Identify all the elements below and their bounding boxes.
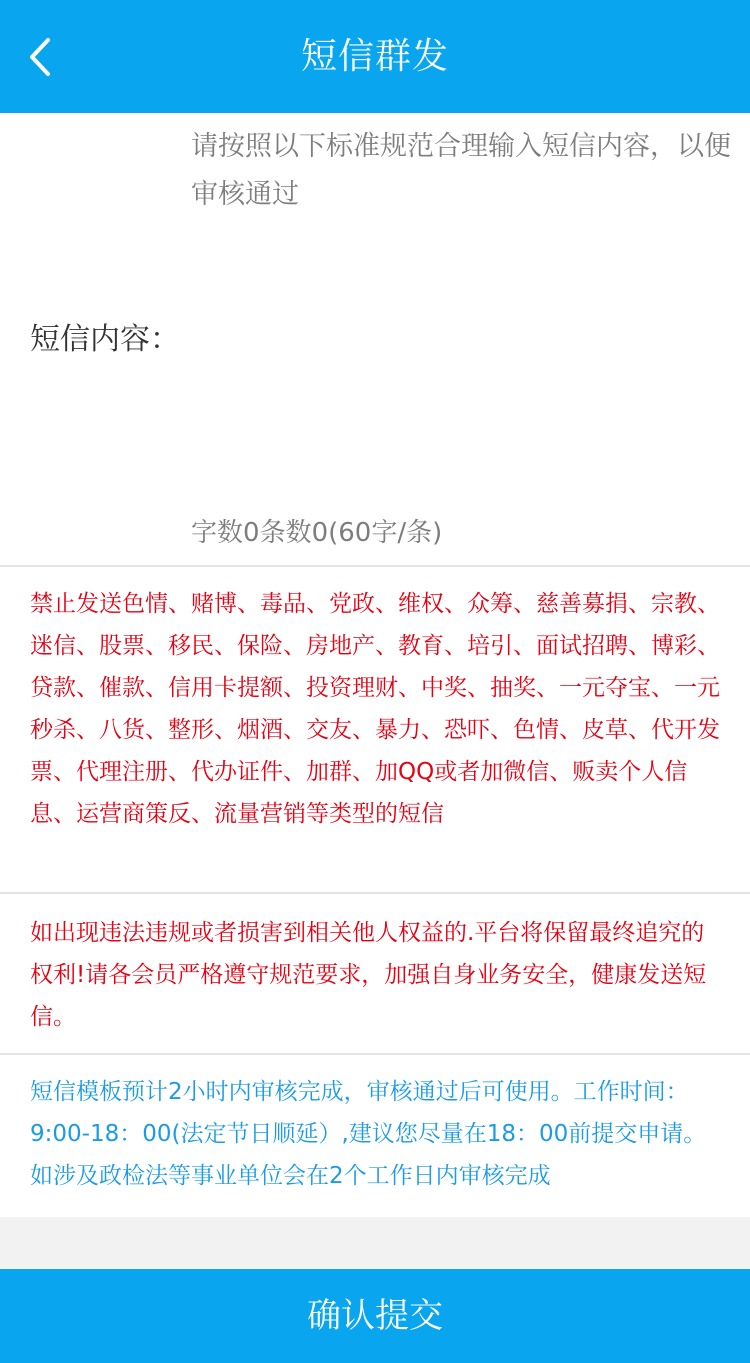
msg-count-label: 条数 (259, 518, 312, 548)
char-count-value: 0 (243, 518, 260, 548)
content-label: 短信内容： (30, 322, 180, 357)
prohibited-notice (0, 567, 750, 892)
app-header (0, 0, 750, 113)
sms-content-input[interactable] (180, 308, 725, 488)
per-msg-note: (60字/条) (328, 518, 443, 548)
char-count-label: 字数 (191, 518, 244, 548)
sms-form (0, 113, 750, 565)
input-hint: 请按照以下标准规范合理输入短信内容，以便审核通过 (191, 131, 731, 210)
warning-text: 如出现违法违规或者损害到相关他人权益的.平台将保留最终追究的权利!请各会员严格遵守规范要求，加强自身业务安全，健康发送短信。 (30, 920, 707, 1030)
warning-notice (0, 894, 750, 1053)
page-title: 短信群发 (300, 36, 449, 77)
word-count (191, 511, 442, 555)
review-notice (0, 1055, 750, 1217)
prohibited-text: 禁止发送色情、赌博、毒品、党政、维权、众筹、慈善募捐、宗教、迷信、股票、移民、保险、房地产、教育、培引、面试招聘、博彩、贷款、催款、信用卡提额、投资理财、中奖、抽奖、一元夺宝、一元秒杀、八货、整形、烟酒、交友、暴力、恐吓、色情、皮草、代开发票、代理注册、代办证件、加群、加QQ或者加微信、贩卖个人信息、运营商策反、流量营销等类型的短信 (30, 591, 720, 827)
msg-count-value: 0 (311, 518, 329, 548)
review-text: 短信模板预计2小时内审核完成，审核通过后可使用。工作时间：9:00-18：00(法定节日顺延）,建议您尽量在18：00前提交申请。如涉及政检法等事业单位会在2个工作日内审核完成 (30, 1079, 707, 1189)
submit-button[interactable]: 确认提交 (0, 1269, 750, 1363)
